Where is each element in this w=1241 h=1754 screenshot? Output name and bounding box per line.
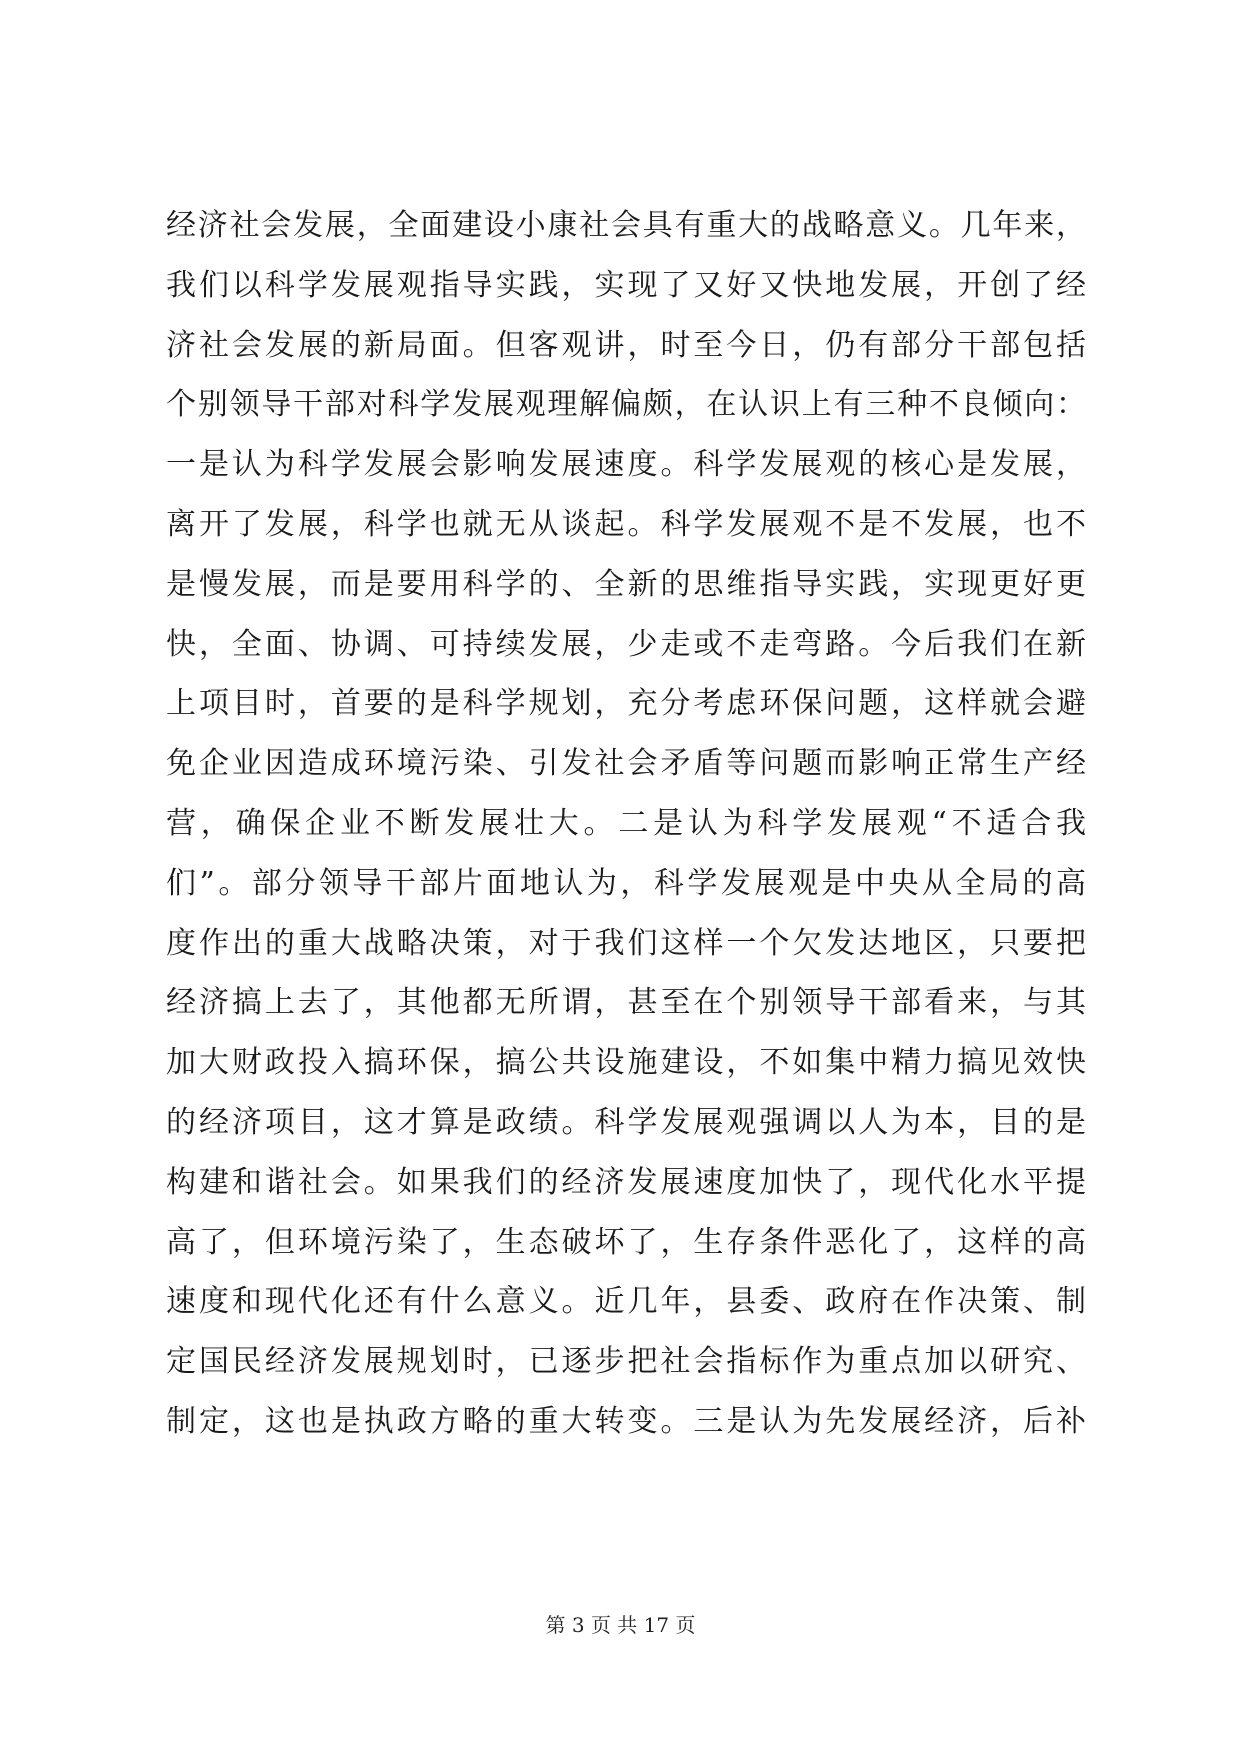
text-line: 我们以科学发展观指导实践，实现了又好又快地发展，开创了经 (166, 267, 1086, 303)
text-line: 经济搞上去了，其他都无所谓，甚至在个别领导干部看来，与其 (166, 985, 1086, 1021)
text-line: 经济社会发展，全面建设小康社会具有重大的战略意义。几年来， (166, 208, 1086, 243)
text-line: 快，全面、协调、可持续发展，少走或不走弯路。今后我们在新 (166, 626, 1086, 662)
text-line: 个别领导干部对科学发展观理解偏颇，在认识上有三种不良倾向： (166, 387, 1086, 423)
text-line: 是慢发展，而是要用科学的、全新的思维指导实践，实现更好更 (166, 566, 1086, 602)
text-line: 定国民经济发展规划时，已逐步把社会指标作为重点加以研究、 (166, 1344, 1086, 1380)
text-line: 速度和现代化还有什么意义。近几年，县委、政府在作决策、制 (166, 1284, 1086, 1320)
text-line: 度作出的重大战略决策，对于我们这样一个欠发达地区，只要把 (166, 925, 1086, 961)
text-line: 高了，但环境污染了，生态破坏了，生存条件恶化了，这样的高 (166, 1224, 1086, 1260)
text-line: 的经济项目，这才算是政绩。科学发展观强调以人为本，目的是 (166, 1104, 1086, 1140)
page-number-footer: 第 3 页 共 17 页 (545, 1613, 696, 1637)
text-line: 营，确保企业不断发展壮大。二是认为科学发展观“不适合我 (166, 805, 1086, 841)
text-line: 离开了发展，科学也就无从谈起。科学发展观不是不发展，也不 (166, 506, 1086, 542)
text-line: 们”。部分领导干部片面地认为，科学发展观是中央从全局的高 (166, 865, 1086, 901)
text-line: 济社会发展的新局面。但客观讲，时至今日，仍有部分干部包括 (166, 327, 1086, 363)
text-line: 上项目时，首要的是科学规划，充分考虑环保问题，这样就会避 (166, 686, 1086, 722)
text-line: 免企业因造成环境污染、引发社会矛盾等问题而影响正常生产经 (166, 746, 1086, 782)
text-line: 一是认为科学发展会影响发展速度。科学发展观的核心是发展， (166, 447, 1086, 483)
text-line: 加大财政投入搞环保，搞公共设施建设，不如集中精力搞见效快 (166, 1045, 1086, 1081)
body-paragraph (166, 196, 1086, 1452)
text-line: 构建和谐社会。如果我们的经济发展速度加快了，现代化水平提 (166, 1164, 1086, 1200)
text-line: 制定，这也是执政方略的重大转变。三是认为先发展经济，后补 (166, 1403, 1086, 1439)
